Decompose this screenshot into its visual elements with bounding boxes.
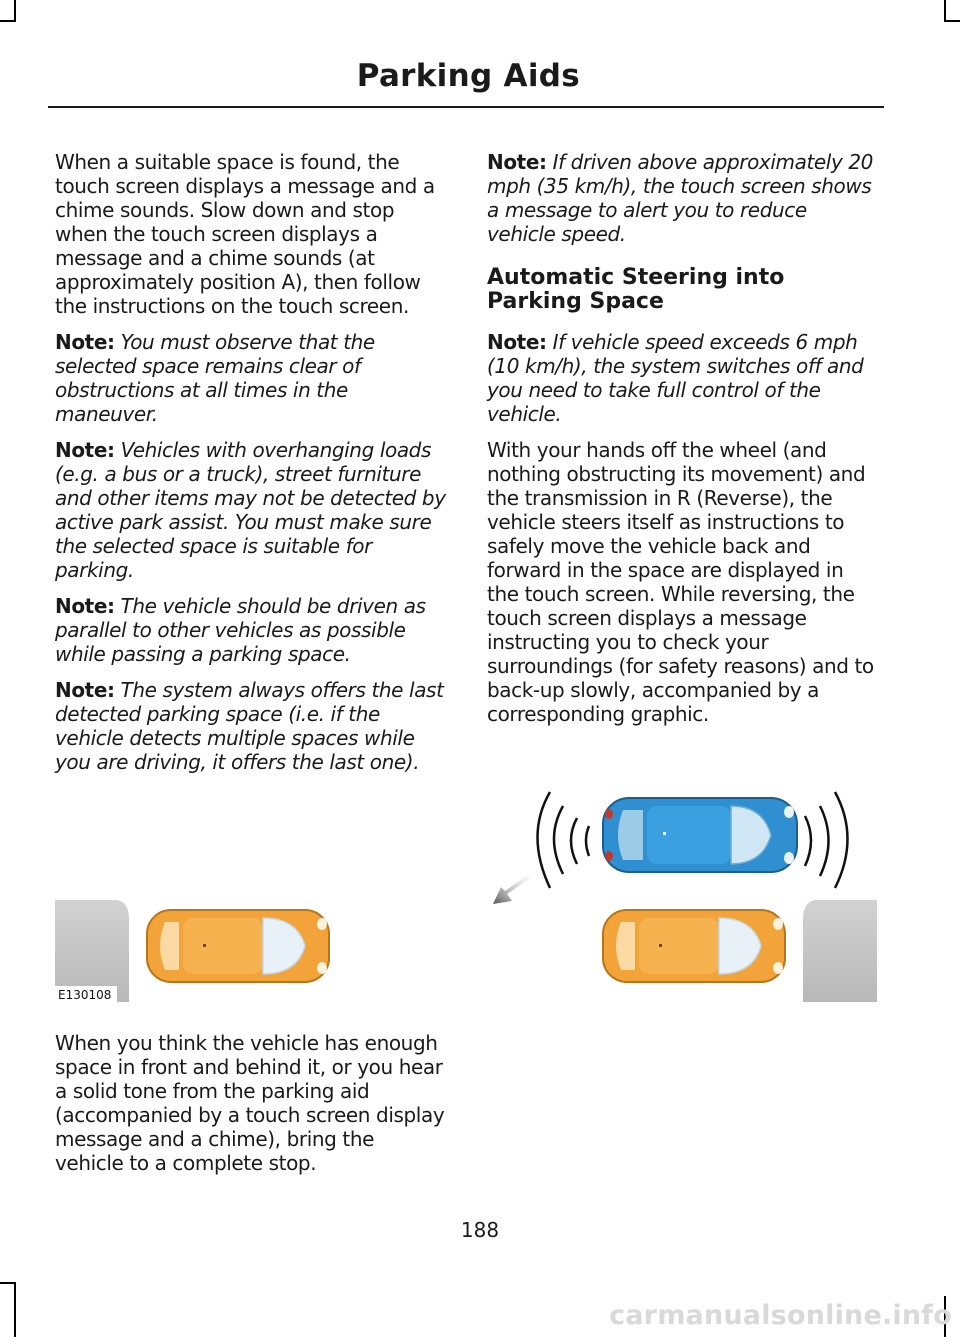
title-divider — [48, 106, 884, 108]
crop-mark-top-right — [944, 0, 946, 22]
sensor-waves-left — [538, 792, 590, 888]
note-speed-switch-off — [487, 330, 879, 426]
note-text: The system always offers the last detected parking space (i.e. if the vehicle detects multiple spaces while you are driving, it offers the last one). — [55, 678, 444, 774]
crop-mark-top-left-h — [0, 20, 16, 22]
note-text: Vehicles with overhanging loads (e.g. a bus or a truck), street furniture and other items may not be detected by active park assist. You must make sure the selected space is suitable for parking. — [55, 438, 446, 582]
right-column — [487, 150, 879, 738]
note-label: Note: — [55, 438, 115, 462]
parking-illustration-svg — [55, 770, 877, 1002]
note-label: Note: — [55, 594, 115, 618]
note-text: The vehicle should be driven as parallel to other vehicles as possible while passing a parking space. — [55, 594, 426, 666]
curb-right — [803, 900, 877, 1002]
note-drive-parallel — [55, 594, 447, 666]
parked-car-right-icon — [603, 910, 785, 982]
intro-paragraph: When a suitable space is found, the touch screen displays a message and a chime sounds. Slow down and stop when the touch screen displays a message and a chime sounds (at approximately position A), then follow the instructions on the touch screen. — [55, 150, 435, 318]
note-observe-space — [55, 330, 447, 426]
crop-mark-bottom-left-h — [0, 1282, 16, 1284]
section-heading: Automatic Steering into Parking Space — [487, 265, 785, 314]
sensor-waves-right — [792, 792, 848, 888]
note-label: Note: — [55, 330, 115, 354]
crop-mark-top-right-h — [944, 20, 960, 22]
note-text: If driven above approximately 20 mph (35 km/h), the touch screen shows a message to alert you to reduce vehicle speed. — [487, 150, 873, 246]
parked-car-left-icon — [147, 910, 329, 982]
note-label: Note: — [55, 678, 115, 702]
note-label: Note: — [487, 150, 547, 174]
note-label: Note: — [487, 330, 547, 354]
crop-mark-bottom-left — [14, 1282, 16, 1337]
left-column — [55, 150, 447, 786]
note-overhanging-loads — [55, 438, 447, 582]
note-text: If vehicle speed exceeds 6 mph (10 km/h), the system switches off and you need to take full control of the vehicle. — [487, 330, 864, 426]
steering-paragraph: With your hands off the wheel (and nothing obstructing its movement) and the transmission in R (Reverse), the vehicle steers itself as instructions to safely move the vehicle back and forward in the space are displayed in the touch screen. While reversing, the touch screen displays a message instructing you to check your surroundings (for safety reasons) and to back-up slowly, accompanied by a corresponding graphic. — [487, 438, 874, 726]
note-speed-alert — [487, 150, 879, 246]
watermark: carmanualsonline.info — [609, 1300, 952, 1331]
page-number: 188 — [460, 1218, 500, 1242]
reverse-arrow-icon — [493, 870, 537, 904]
page-title: Parking Aids — [356, 58, 580, 94]
active-car-icon — [603, 798, 797, 872]
parking-illustration — [55, 770, 877, 1002]
crop-mark-top-left — [14, 0, 16, 22]
stop-vehicle-paragraph: When you think the vehicle has enough space in front and behind it, or you hear a solid tone from the parking aid (accompanied by a touch screen display message and a chime), bring the vehicle to a complete stop. — [55, 1031, 445, 1175]
note-text: You must observe that the selected space remains clear of obstructions at all times in the maneuver. — [55, 330, 375, 426]
note-last-space — [55, 678, 447, 774]
figure-id-label: E130108 — [58, 988, 112, 1002]
